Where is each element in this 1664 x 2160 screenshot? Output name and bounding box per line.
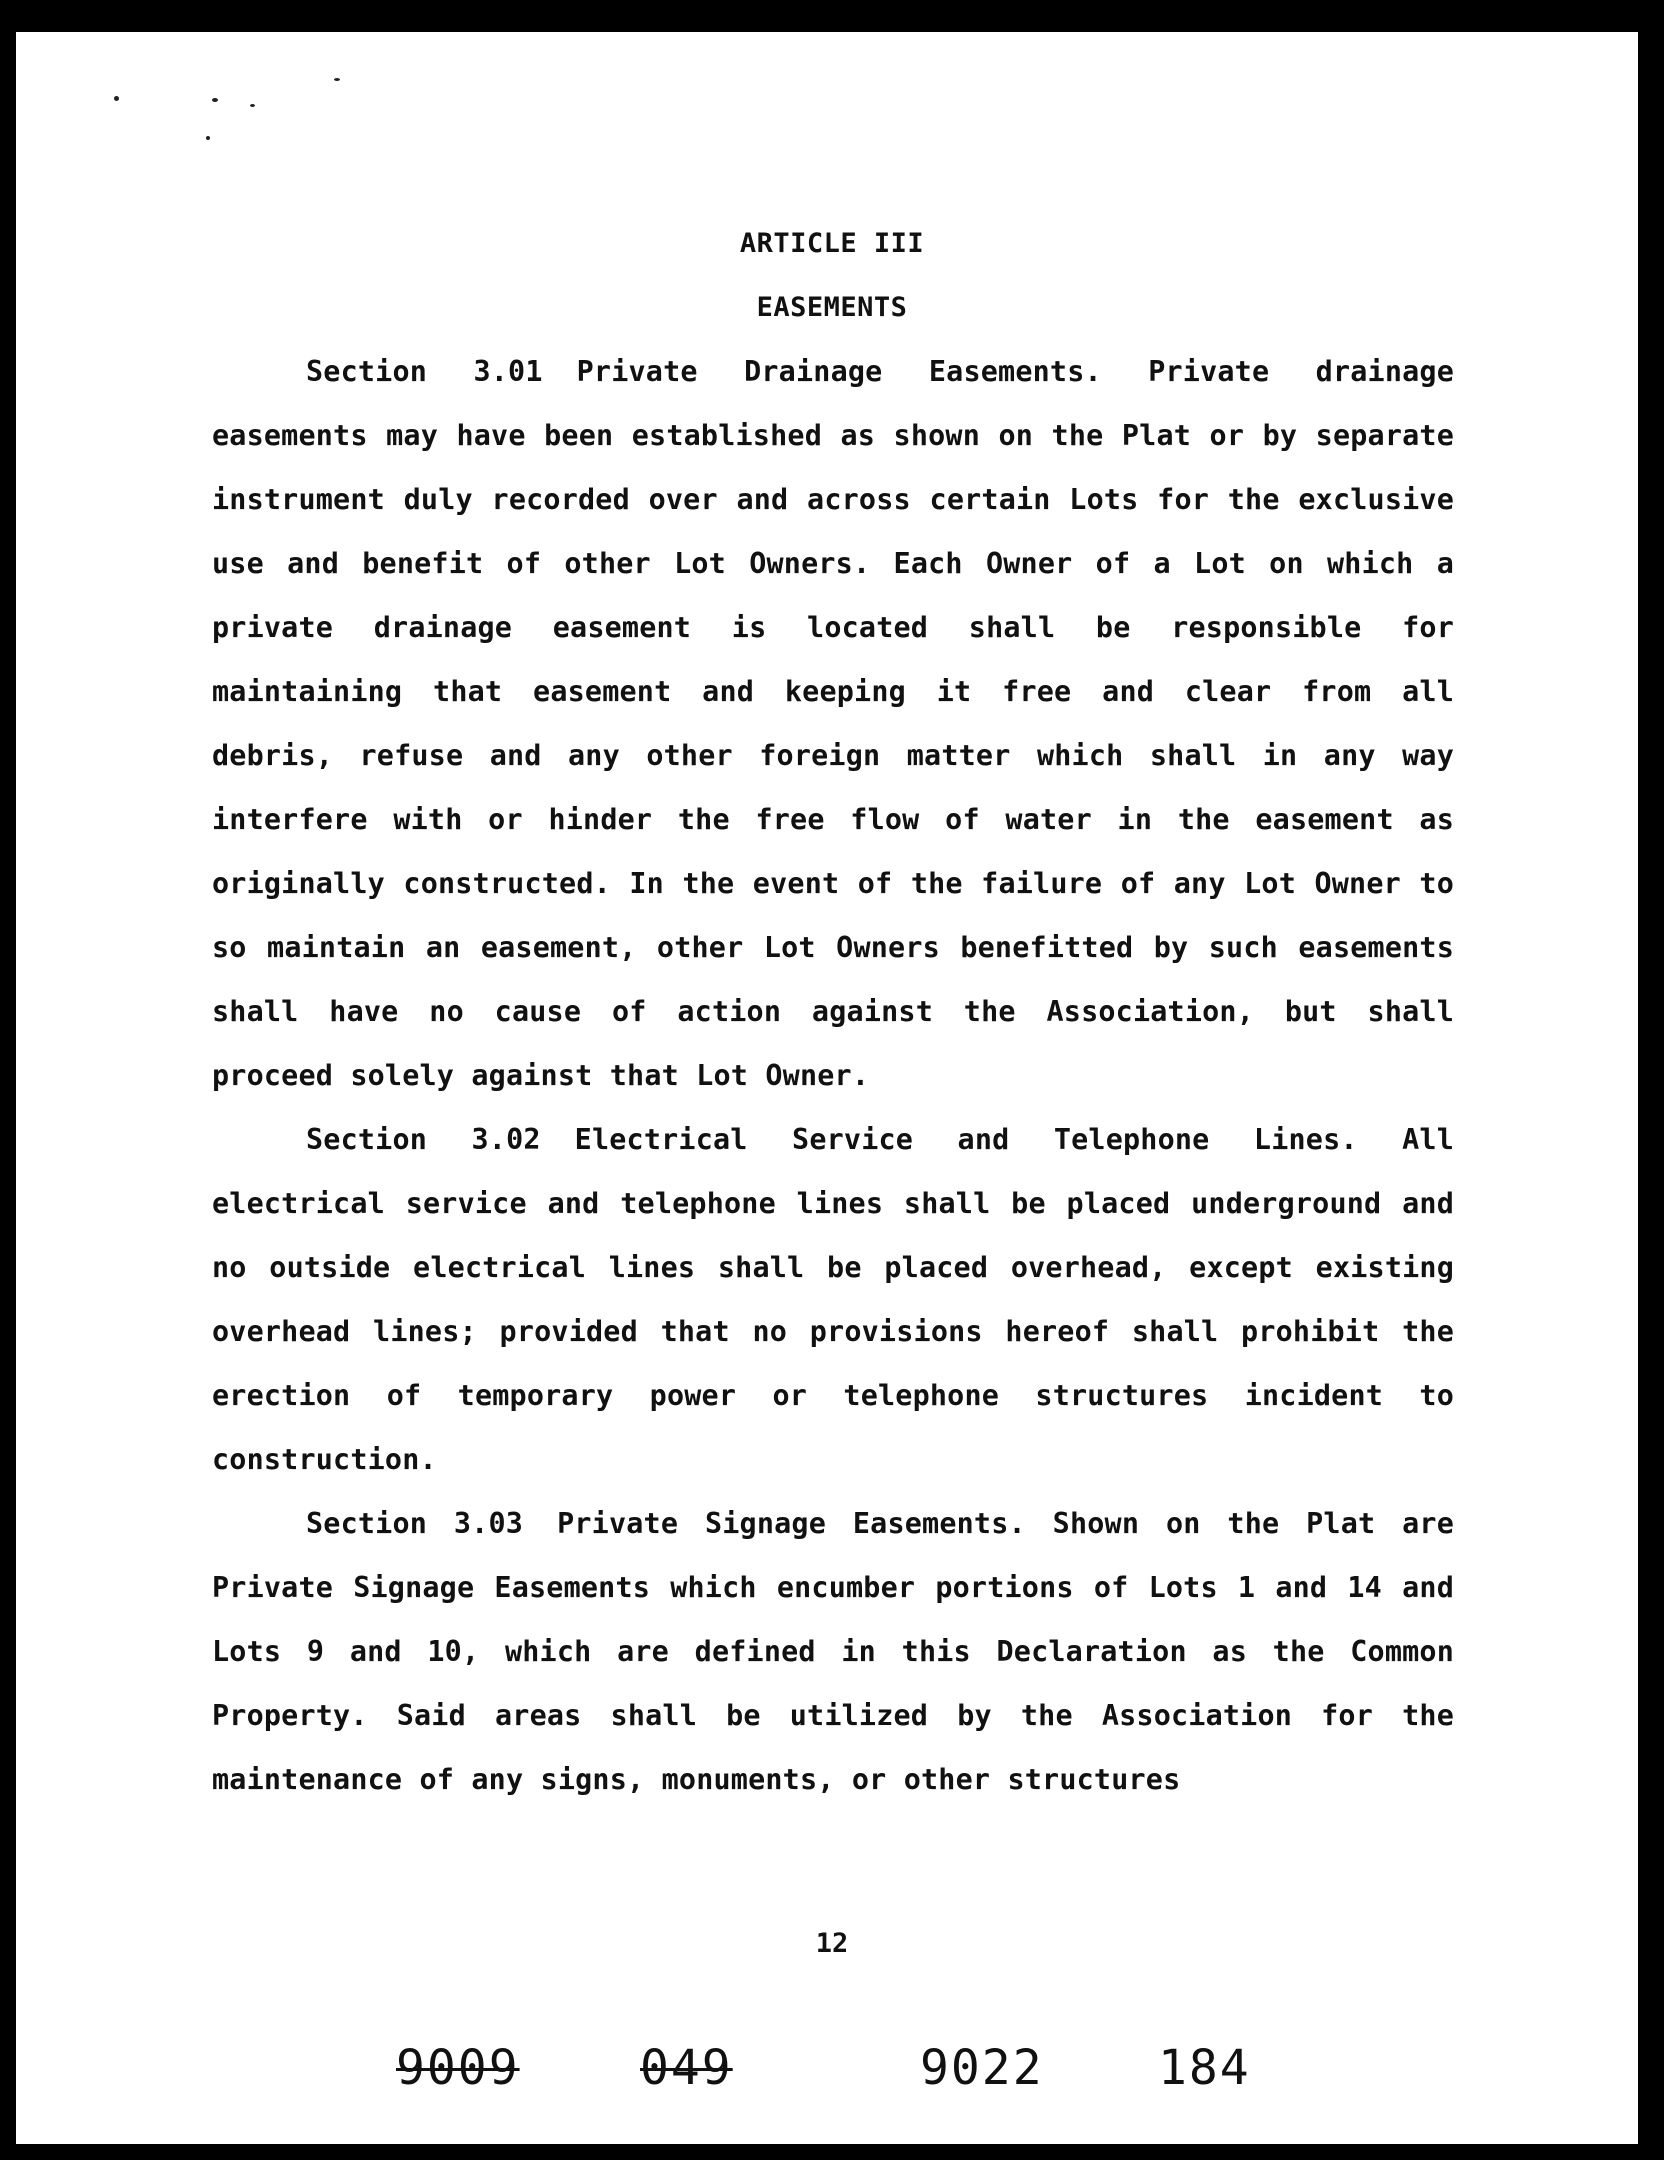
section-heading: Electrical Service and Telephone Lines. (574, 1123, 1358, 1156)
struck-book-number: 9009 (396, 2040, 520, 2096)
section-text: Private drainage easements may have been established as shown on the Plat or by separate instrument duly recorded over and across certain Lots for the exclusive use and benefit of other Lot Owners. Each Owner of a Lot on which a private drainage easement is located shall be responsible for maintaining that easement and keeping it free and clear from all debris, refuse and any other foreign matter which shall in any way interfere with or hinder the free flow of water in the easement as originally constructed. In the event of the failure of any Lot Owner to so maintain an easement, other Lot Owners benefitted by such easements shall have no cause of action against the Association, but shall proceed solely against that Lot Owner. (212, 355, 1455, 1092)
scan-speck (212, 98, 218, 102)
article-subtitle: EASEMENTS (756, 292, 908, 323)
document-body (212, 340, 1454, 1812)
section-3-03 (212, 1492, 1454, 1812)
section-heading: Private Signage Easements. (557, 1507, 1026, 1540)
section-number: Section 3.02 (306, 1123, 541, 1156)
scan-border-left (0, 0, 16, 2160)
scan-border-bottom (0, 2144, 1664, 2160)
section-heading: Private Drainage Easements. (576, 355, 1102, 388)
section-text: Shown on the Plat are Private Signage Easements which encumber portions of Lots 1 and 14 and Lots 9 and 10, which are defined in this Declaration as the Common Property. Said areas shall be utilized by the Association for the maintenance of any signs, monuments, or other structures (212, 1507, 1455, 1796)
section-number: Section 3.03 (306, 1507, 524, 1540)
page-number: 12 (815, 1928, 849, 1959)
scan-speck (114, 96, 119, 101)
section-number: Section 3.01 (306, 355, 543, 388)
section-3-02 (212, 1108, 1454, 1492)
recording-page-number: 184 (1158, 2040, 1251, 2096)
section-text: All electrical service and telephone lines shall be placed underground and no outside electrical lines shall be placed overhead, except existing overhead lines; provided that no provisions hereof shall prohibit the erection of temporary power or telephone structures incident to construction. (212, 1123, 1455, 1476)
recording-book-number: 9022 (920, 2040, 1044, 2096)
scan-border-top (0, 0, 1664, 32)
scan-speck (206, 136, 210, 140)
scan-border-right (1638, 0, 1664, 2160)
section-3-01 (212, 340, 1454, 1108)
struck-page-number: 049 (640, 2040, 733, 2096)
article-title: ARTICLE III (739, 228, 925, 259)
scan-speck (334, 78, 340, 81)
scan-speck (250, 104, 255, 107)
